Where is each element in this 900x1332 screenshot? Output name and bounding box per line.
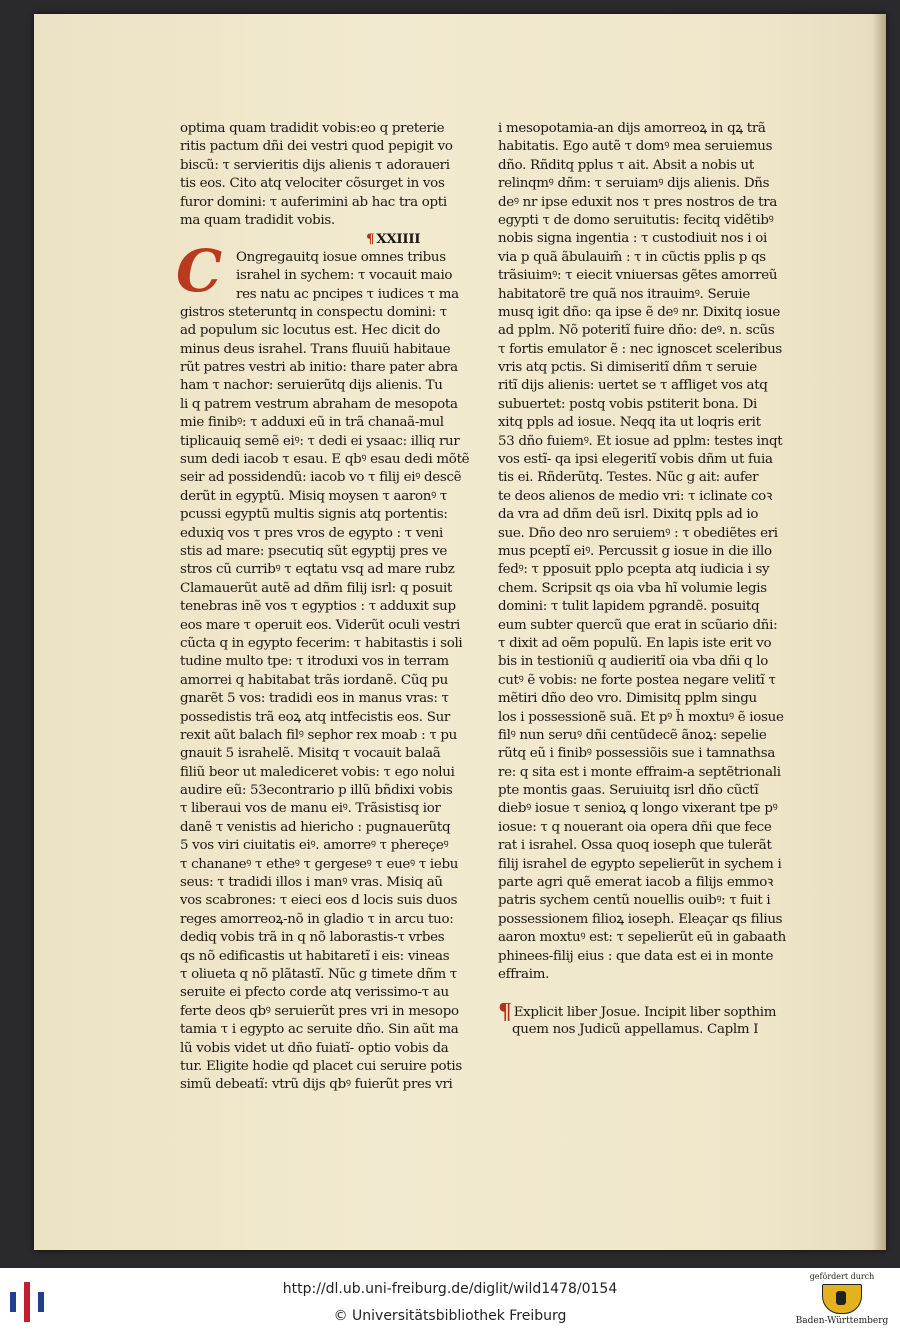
text-line: danẽ τ venistis ad hiericho : pugnauerũtq bbox=[180, 819, 451, 835]
text-line: deꝰ nr ipse eduxit nos τ pres nostros de tra bbox=[498, 194, 778, 210]
text-line: τ fortis emulator ẽ : nec ignoscet sceleribus bbox=[498, 341, 782, 357]
text-line: li q patrem vestrum abraham de mesopota bbox=[180, 396, 458, 412]
text-line: ham τ nachor: seruierũtq dijs alienis. Tu bbox=[180, 378, 443, 394]
text-line: eum subter quercũ que erat in scũario dñi: bbox=[498, 617, 778, 633]
text-line: dediq vobis trã in q nõ laborastis-τ vrbes bbox=[180, 930, 445, 946]
text-line: seus: τ tradidi illos i manꝰ vras. Misiq aũ bbox=[180, 875, 443, 891]
incipit-line-2: quem nos Judicũ appellamus. Caplm I bbox=[512, 1022, 759, 1038]
text-line: vos scabrones: τ eieci eos d locis suis duos bbox=[180, 893, 458, 909]
text-line: gnauit 5 israhelẽ. Misitq τ vocauit balaã bbox=[180, 746, 441, 762]
text-line: seir ad possidendũ: iacob vo τ filij eiꝰ descẽ bbox=[180, 470, 462, 486]
right-text-column bbox=[498, 120, 816, 1040]
dropcap-initial: C bbox=[176, 237, 223, 305]
text-line: optima quam tradidit vobis:eo q preterie bbox=[180, 121, 445, 136]
text-line: τ liberaui vos de manu eiꝰ. Trãsistisq ior bbox=[180, 801, 441, 817]
footer-bar bbox=[0, 1268, 900, 1332]
text-line: egypti τ de domo seruitutis: fecitq vidẽtibꝰ bbox=[498, 212, 774, 228]
pilcrow-mark: ¶ bbox=[366, 231, 375, 248]
funder-label: gefördert durch bbox=[809, 1272, 875, 1281]
text-line: via p quã ãbulauim̃ : τ in cũctis pplis p qs bbox=[498, 249, 766, 265]
text-line: rexit aũt balach filꝰ sephor rex moab : τ pu bbox=[180, 727, 457, 743]
text-line: relinqmꝰ dñm: τ seruiamꝰ dijs alienis. Dñs bbox=[498, 176, 770, 192]
text-line: bis in testioniũ q audieritĩ oia vba dñi q lo bbox=[498, 654, 769, 670]
text-line: te deos alienos de medio vri: τ iclinate coꝛ bbox=[498, 488, 772, 504]
text-line: vris atq pctis. Si dimiseritĩ dñm τ seruie bbox=[498, 360, 757, 376]
text-line: lũ vobis videt ut dño fuiatĩ- optio vobis da bbox=[180, 1040, 449, 1056]
text-line: israhel in sychem: τ vocauit maio bbox=[236, 268, 453, 284]
text-line: amorrei q habitabat trãs iordanẽ. Cũq pu bbox=[180, 672, 449, 688]
text-line: 53 dño fuiemꝰ. Et iosue ad pplm: testes inqt bbox=[498, 433, 783, 449]
source-url-link[interactable]: http://dl.ub.uni-freiburg.de/diglit/wild1478/0154 bbox=[282, 1281, 618, 1297]
text-line: chem. Scripsit qs oia vba hĩ volumie legis bbox=[498, 580, 767, 596]
incipit-text: Explicit liber Josue. Incipit liber sopthim bbox=[513, 1004, 777, 1020]
text-line: filiũ beor ut malediceret vobis: τ ego nolui bbox=[180, 764, 455, 780]
text-line: habitatis. Ego autẽ τ domꝰ mea seruiemus bbox=[498, 139, 773, 155]
text-line: tiplicauiq semẽ eiꝰ: τ dedi ei ysaac: illiq rur bbox=[180, 433, 460, 449]
text-line: reges amorreoꝝ-nõ in gladio τ in arcu tuo: bbox=[180, 911, 454, 927]
text-line: dño. Rñditq pplus τ ait. Absit a nobis ut bbox=[498, 157, 754, 173]
text-line: qs nõ edificastis ut habitaretĩ i eis: vineas bbox=[180, 948, 450, 964]
pilcrow-mark: ¶ bbox=[498, 1002, 512, 1022]
text-line: pcussi egyptũ multis signis atq portentis: bbox=[180, 507, 448, 523]
text-line: Clamauerũt autẽ ad dñm filij isrl: q posuit bbox=[180, 580, 453, 596]
text-line: phinees-filij eius : que data est ei in monte bbox=[498, 948, 774, 964]
text-line: ritĩ dijs alienis: uertet se τ affliget vos atq bbox=[498, 378, 768, 394]
text-line: aaron moxtuꝰ est: τ sepelierũt eũ in gabaath bbox=[498, 930, 786, 946]
text-line: musq igit dño: qa ipse ẽ deꝰ nr. Dixitq iosue bbox=[498, 304, 780, 320]
text-line: iosue: τ q nouerant oia opera dñi que fece bbox=[498, 819, 772, 835]
text-line: τ dixit ad oẽm populũ. En lapis iste erit vo bbox=[498, 635, 772, 651]
text-line: sue. Dño deo nro seruiemꝰ : τ obediẽtes eri bbox=[498, 525, 778, 541]
text-line: derũt in egyptũ. Misiq moysen τ aaronꝰ τ bbox=[180, 488, 447, 504]
text-line: tudine multo tpe: τ itroduxi vos in terram bbox=[180, 654, 449, 670]
text-line: los i possessionẽ suã. Et pꝰ h̃ moxtuꝰ ẽ iosue bbox=[498, 709, 784, 725]
text-line: fedꝰ: τ pposuit pplo pcepta atq iudicia i sy bbox=[498, 562, 770, 578]
text-line: stis ad mare: psecutiq sũt egyptij pres ve bbox=[180, 543, 447, 559]
blank-line bbox=[498, 984, 816, 1002]
text-line: gnarẽt 5 vos: tradidi eos in manus vras: τ bbox=[180, 691, 449, 707]
text-line: ritis pactum dñi dei vestri quod pepigit vo bbox=[180, 139, 453, 155]
text-line: rat i israhel. Ossa quoq ioseph que tulerãt bbox=[498, 838, 772, 854]
text-line: filij israhel de egypto sepelierũt in sychem i bbox=[498, 856, 782, 872]
copyright-notice: © Universitätsbibliothek Freiburg bbox=[333, 1308, 567, 1324]
text-line: filꝰ nun seruꝰ dñi centũdecẽ ãnoꝝ: sepelie bbox=[498, 727, 767, 743]
text-line: ad populum sic locutus est. Hec dicit do bbox=[180, 323, 440, 339]
text-line: mẽtiri dño deo vro. Dimisitq pplm singu bbox=[498, 691, 757, 707]
text-line: 5 vos viri ciuitatis eiꝰ. amorreꝰ τ phereçeꝰ bbox=[180, 838, 449, 854]
text-line: possessionem filioꝝ ioseph. Eleaçar qs filius bbox=[498, 911, 783, 927]
text-line: re: q sita est i monte effraim-a septẽtrionali bbox=[498, 764, 781, 780]
text-line: vos estĩ- qa ipsi elegeritĩ vobis dñm ut fuia bbox=[498, 452, 773, 468]
text-line: cũcta q in egypto fecerim: τ habitastis i soli bbox=[180, 635, 463, 651]
text-line: tis ei. Rñderũtq. Testes. Nũc g ait: aufer bbox=[498, 470, 759, 486]
text-line: eduxiq vos τ pres vros de egypto : τ veni bbox=[180, 525, 443, 541]
text-line: Ongregauitq iosue omnes tribus bbox=[236, 249, 446, 265]
text-line: seruite ei pfecto corde atq verissimo-τ au bbox=[180, 985, 449, 1001]
text-line: res natu ac pncipes τ iudices τ ma bbox=[236, 286, 459, 302]
text-line: habitatorẽ tre quã nos itrauimꝰ. Seruie bbox=[498, 286, 750, 302]
funder-name: Baden-Württemberg bbox=[795, 1316, 889, 1326]
text-line: trãsiuimꝰ: τ eiecit vniuersas gẽtes amorreũ bbox=[498, 268, 778, 284]
text-line: possedistis trã eoꝝ atq intfecistis eos. Sur bbox=[180, 709, 451, 725]
text-line: τ oliueta q nõ plãtastĩ. Nũc g timete dñm τ bbox=[180, 966, 457, 982]
text-line: stros cũ curribꝰ τ eqtatu vsq ad mare rubz bbox=[180, 562, 455, 578]
text-line: patris sychem centũ nouellis ouibꝰ: τ fuit i bbox=[498, 893, 771, 909]
text-line: tis eos. Cito atq velociter cõsurget in vos bbox=[180, 176, 445, 192]
text-line: xitq ppls ad iosue. Neqq ita ut loqris erit bbox=[498, 415, 761, 431]
incipit-line-1 bbox=[498, 1003, 816, 1021]
funder-badge bbox=[790, 1270, 894, 1330]
text-line: da vra ad dñm deũ isrl. Dixitq ppls ad io bbox=[498, 507, 759, 523]
text-line: mie finibꝰ: τ adduxi eũ in trã chanaã-mul bbox=[180, 415, 444, 431]
text-line: biscũ: τ servieritis dijs alienis τ adoraueri bbox=[180, 157, 450, 173]
text-line: rũt patres vestri ab initio: thare pater abra bbox=[180, 360, 458, 376]
text-line: sum dedi iacob τ esau. E qbꝰ esau dedi mõtẽ bbox=[180, 452, 470, 468]
text-line: nobis signa ingentia : τ custodiuit nos i oi bbox=[498, 231, 767, 247]
text-line: gistros steteruntq in conspectu domini: τ bbox=[180, 304, 447, 320]
text-line: tamia τ i egypto ac seruite dño. Sin aũt ma bbox=[180, 1022, 459, 1038]
text-line: ma quam tradidit vobis. bbox=[180, 212, 335, 228]
text-line: i mesopotamia-an dijs amorreoꝝ in qꝝ trã bbox=[498, 121, 766, 136]
text-line: effraim. bbox=[498, 966, 550, 982]
text-line: minus deus israhel. Trans fluuiũ habitaue bbox=[180, 341, 451, 357]
text-line: ad pplm. Nõ poteritĩ fuire dño: deꝰ. n. scũs bbox=[498, 323, 775, 339]
text-line: tur. Eligite hodie qd placet cui seruire potis bbox=[180, 1058, 462, 1074]
text-line: rũtq eũ i finibꝰ possessiõis sue i tamnathsa bbox=[498, 746, 776, 762]
text-line: τ chananeꝰ τ etheꝰ τ gergeseꝰ τ eueꝰ τ iebu bbox=[180, 856, 459, 872]
text-line: pte montis gaas. Seruiuitq isrl dño cũctĩ bbox=[498, 783, 759, 799]
text-line: simũ debeatĩ: vtrũ dijs qbꝰ fuierũt pres vri bbox=[180, 1077, 453, 1093]
text-line: ferte deos qbꝰ seruierũt pres vri in mesopo bbox=[180, 1003, 459, 1019]
text-line: mus pceptĩ eiꝰ. Percussit g iosue in die illo bbox=[498, 543, 772, 559]
text-line: tenebras inẽ vos τ egyptios : τ adduxit sup bbox=[180, 599, 456, 615]
coat-of-arms-icon bbox=[822, 1284, 862, 1314]
text-line: eos mare τ operuit eos. Viderũt oculi vestri bbox=[180, 617, 461, 633]
chapter-numeral: XXIIII bbox=[376, 231, 421, 248]
text-line: cutꝰ ẽ vobis: ne forte postea negare velitĩ τ bbox=[498, 672, 776, 688]
text-line: furor domini: τ auferimini ab hac tra opti bbox=[180, 194, 447, 210]
page-edge-shadow bbox=[872, 14, 886, 1250]
text-line: parte agri quẽ emerat iacob a filijs emmoꝛ bbox=[498, 875, 774, 891]
text-line: domini: τ tulit lapidem pgrandẽ. posuitq bbox=[498, 599, 760, 615]
text-line: diebꝰ iosue τ senioꝝ q longo vixerant tpe pꝰ bbox=[498, 801, 778, 817]
text-line: subuertet: postq vobis pstiterit bona. Di bbox=[498, 396, 758, 412]
text-line: audire eũ: 53econtrario p illũ bñdixi vobis bbox=[180, 783, 453, 799]
